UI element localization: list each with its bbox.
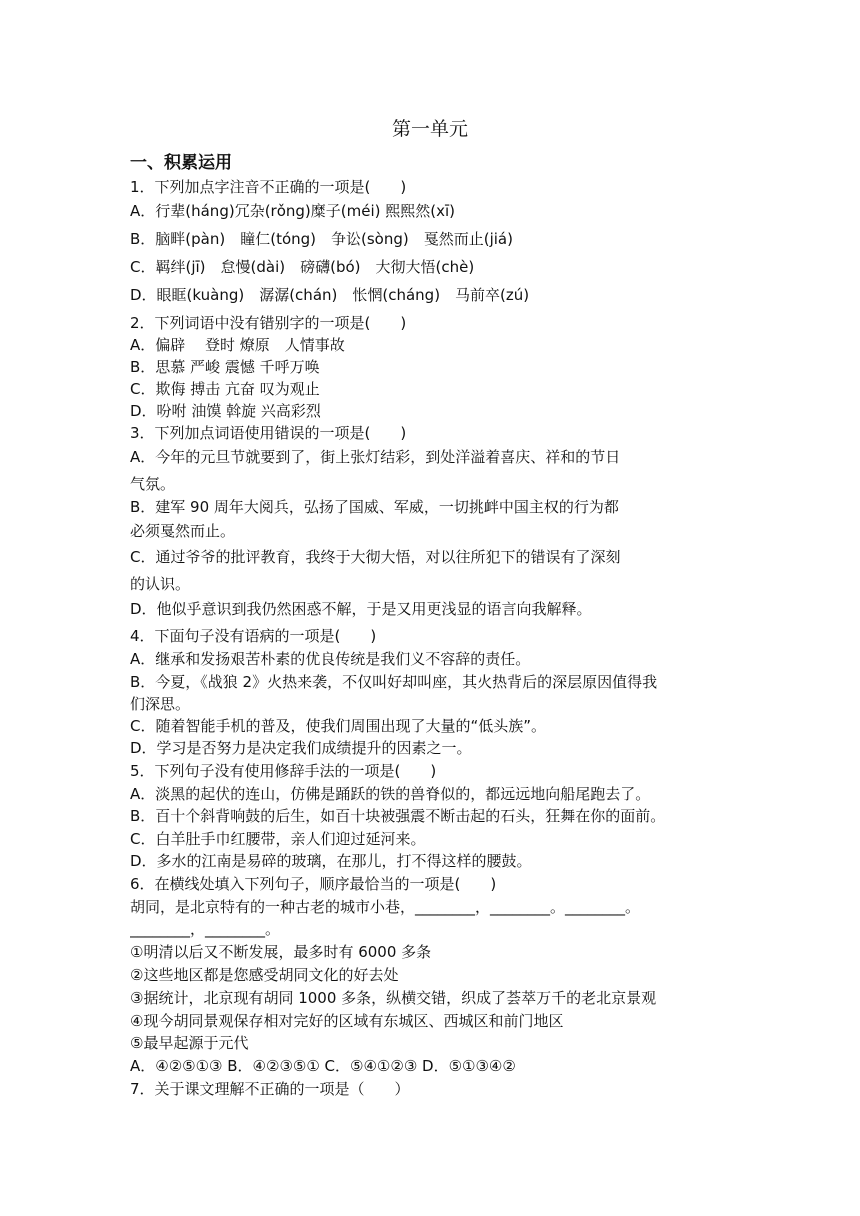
- question-6-passage-cont: ________，________。: [130, 920, 281, 938]
- question-2-option-a: A．偏辟 登时 燎原 人情事故: [130, 336, 345, 354]
- question-5-stem: 5．下列句子没有使用修辞手法的一项是( ): [130, 762, 437, 780]
- question-2-option-c: C．欺侮 搏击 亢奋 叹为观止: [130, 380, 320, 398]
- question-3-option-c-cont: 的认识。: [130, 575, 191, 593]
- question-1-option-a: A．行辈(háng)冗杂(rǒng)糜子(méi) 熙熙然(xī): [130, 202, 455, 220]
- question-2-option-b: B．思慕 严峻 震憾 千呼万唤: [130, 358, 320, 376]
- question-4-stem: 4．下面句子没有语病的一项是( ): [130, 627, 377, 645]
- question-3-option-b: B．建军 90 周年大阅兵，弘扬了国威、军威，一切挑衅中国主权的行为都: [130, 498, 619, 516]
- question-1-option-b: B．脑畔(pàn) 瞳仁(tóng) 争讼(sòng) 戛然而止(jiá): [130, 230, 513, 248]
- question-4-option-a: A．继承和发扬艰苦朴素的优良传统是我们义不容辞的责任。: [130, 650, 531, 668]
- question-1-option-d: D．眼眶(kuàng) 潺潺(chán) 怅惘(cháng) 马前卒(zú): [130, 286, 530, 304]
- question-6-sentence-1: ①明清以后又不断发展，最多时有 6000 多条: [130, 943, 432, 961]
- question-5-option-c: C．白羊肚手巾红腰带，亲人们迎过延河来。: [130, 830, 426, 848]
- question-4-option-b-cont: 们深思。: [130, 695, 191, 713]
- question-2-option-d: D．吩咐 油馍 斡旋 兴高彩烈: [130, 402, 321, 420]
- question-3-option-c: C．通过爷爷的批评教育，我终于大彻大悟，对以往所犯下的错误有了深刻: [130, 548, 621, 566]
- question-3-option-a: A．今年的元旦节就要到了，街上张灯结彩，到处洋溢着喜庆、祥和的节日: [130, 448, 621, 466]
- question-3-option-a-cont: 气氛。: [130, 475, 176, 493]
- page-title: 第一单元: [391, 118, 468, 140]
- question-7-stem: 7．关于课文理解不正确的一项是（ ）: [130, 1080, 410, 1098]
- question-2-stem: 2．下列词语中没有错别字的一项是( ): [130, 314, 407, 332]
- question-6-sentence-5: ⑤最早起源于元代: [130, 1034, 249, 1052]
- question-1-option-c: C．羁绊(jī) 怠慢(dài) 磅礴(bó) 大彻大悟(chè): [130, 258, 475, 276]
- question-5-option-b: B．百十个斜背响鼓的后生，如百十块被强震不断击起的石头，狂舞在你的面前。: [130, 807, 666, 825]
- question-6-sentence-4: ④现今胡同景观保存相对完好的区域有东城区、西城区和前门地区: [130, 1012, 564, 1030]
- question-5-option-a: A．淡黑的起伏的连山，仿佛是踊跃的铁的兽脊似的，都远远地向船尾跑去了。: [130, 785, 651, 803]
- question-6-options: A．④②⑤①③ B．④②③⑤① C．⑤④①②③ D．⑤①③④②: [130, 1057, 516, 1075]
- section-heading: 一、积累运用: [130, 153, 232, 173]
- question-4-option-b: B．今夏，《战狼 2》火热来袭，不仅叫好却叫座，其火热背后的深层原因值得我: [130, 673, 658, 691]
- question-1-stem: 1．下列加点字注音不正确的一项是( ): [130, 178, 407, 196]
- question-3-option-b-cont: 必须戛然而止。: [130, 522, 236, 540]
- question-6-passage: 胡同，是北京特有的一种古老的城市小巷，________，________。________。: [130, 898, 641, 916]
- question-4-option-d: D．学习是否努力是决定我们成绩提升的因素之一。: [130, 739, 472, 757]
- question-6-sentence-3: ③据统计，北京现有胡同 1000 多条，纵横交错，织成了荟萃万千的老北京景观: [130, 989, 657, 1007]
- question-3-stem: 3．下列加点词语使用错误的一项是( ): [130, 424, 407, 442]
- question-5-option-d: D．多水的江南是易碎的玻璃，在那儿，打不得这样的腰鼓。: [130, 852, 532, 870]
- question-3-option-d: D．他似乎意识到我仍然困惑不解，于是又用更浅显的语言向我解释。: [130, 600, 592, 618]
- question-6-stem: 6．在横线处填入下列句子，顺序最恰当的一项是( ): [130, 875, 497, 893]
- question-4-option-c: C．随着智能手机的普及，使我们周围出现了大量的“低头族”。: [130, 717, 547, 735]
- question-6-sentence-2: ②这些地区都是您感受胡同文化的好去处: [130, 966, 399, 984]
